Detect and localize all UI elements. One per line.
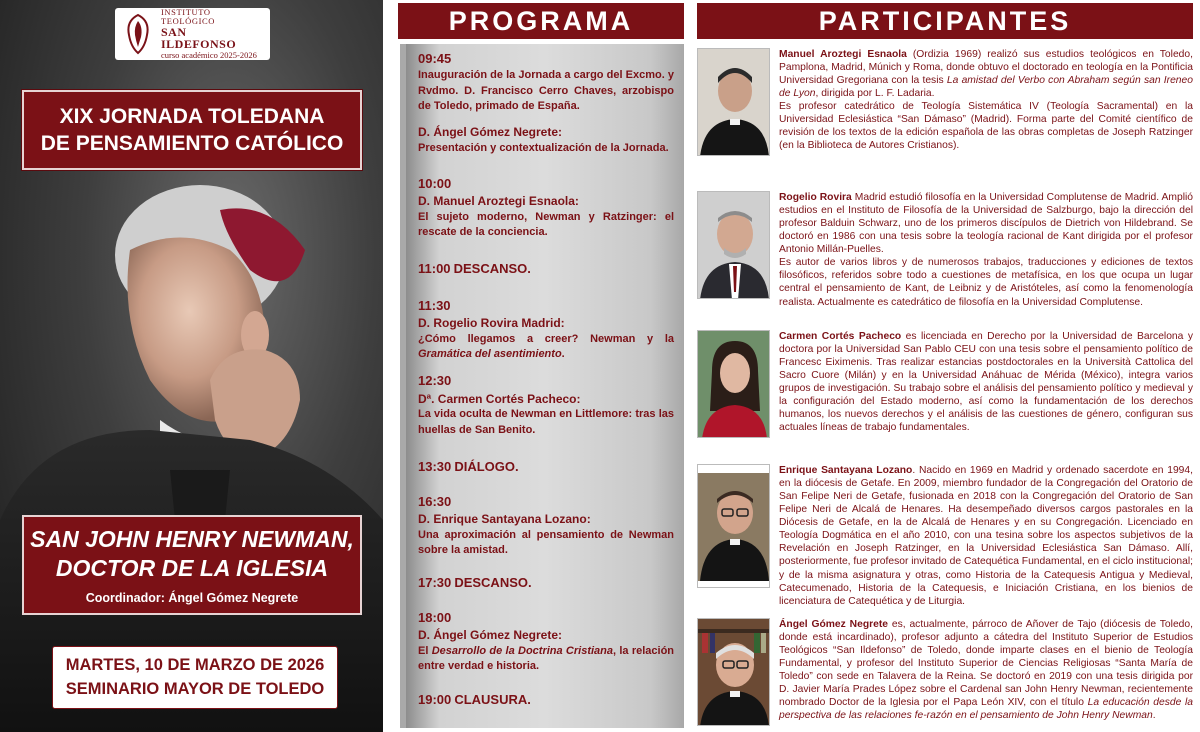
priest-portrait-icon: [698, 49, 770, 156]
event-title-line-2: DE PENSAMIENTO CATÓLICO: [40, 132, 344, 155]
bio-text-part: es licenciada en Derecho por la Universidad de Barcelona y doctora por la Universidad San Pablo CEU con una tesis sobre el pensamiento político de Francesc Eiximenis. Tras realizar estancias postdoctorales en la Università Cattolica del Sacro Cuore (Milán) y en la Universidad Anáhuac de Mérida (México), integra varios grupos de investigación. Su trabajo sobre el análisis del pensamiento político y medieval y la configuración del Estado moderno, así como la fundamentación de los derechos humanos, los nuevos derechos y el análisis de las cuestiones de género, configuran sus actuales líneas de trabajo fundamentales.: [779, 331, 1193, 434]
slot-description-italic: Gramática del asentimiento: [418, 348, 562, 361]
slot-description-end: , la relación entre verdad e historia.: [418, 644, 675, 673]
slot-time: 16:30: [418, 493, 452, 509]
event-venue: SEMINARIO MAYOR DE TOLEDO: [65, 679, 325, 698]
event-date: MARTES, 10 DE MARZO DE 2026: [65, 656, 325, 675]
slot-description-end: .: [561, 348, 565, 361]
logo-line-1: INSTITUTO TEOLÓGICO: [161, 7, 216, 26]
participant-name: Rogelio Rovira: [779, 192, 852, 203]
participant-bio: [697, 464, 1193, 608]
participant-bio: [697, 618, 1193, 726]
schedule-break: [418, 691, 674, 709]
schedule-break: [418, 574, 674, 592]
bio-text-part: . Nacido en 1969 en Madrid y ordenado sacerdote en 1994, en la diócesis de Getafe. En 2009, miembro fundador de la Congregación del Oratorio de San Felipe Neri de Getafe, fusionada en 2018 con la Congregación del Oratorio de San Felipe Neri de Alcalá de Henares. Ha desempeñado diversos cargos pastorales en la Diócesis de Getafe, en la de Alcalá de Henares y en su Congregación. Licenciado en Teología Dogmática en el año 2010, con una tesina sobre los aspectos subjetivos de la Revelación en Joseph Ratzinger, en la Universidad Eclesiástica San Dámaso. Allí, posteriormente, fue profesor invitado de Catequética Fundamental, en el ciclo institucional; y de la misma asignatura y otras, como Historia de la Catequesis Antigua y Medieval, Catecumenado, Historia de la Catequesis, e Iniciación Cristiana, en los bienios de licenciatura de Catequética y de Liturgia.: [779, 465, 1193, 607]
slot-description: La vida oculta de Newman en Littlemore: tras las huellas de San Benito.: [418, 408, 674, 436]
slot-label: CLAUSURA.: [454, 691, 531, 707]
schedule-break: [418, 458, 674, 476]
participant-bio-text: [779, 618, 1193, 726]
slot-time: 10:00: [418, 175, 452, 191]
slot-description: Una aproximación al pensamiento de Newman sobre la amistad.: [418, 528, 674, 556]
slot-speaker: D. Rogelio Rovira Madrid:: [418, 315, 565, 330]
institute-emblem-icon: [123, 13, 153, 55]
slot-description: Presentación y contextualización de la Jornada.: [418, 142, 669, 155]
priest-bookshelf-portrait-icon: [698, 619, 770, 726]
slot-time: 13:30: [418, 459, 452, 475]
slot-description-text: El: [418, 644, 432, 657]
programa-schedule: [400, 44, 684, 728]
bio-text-part: Madrid estudió filosofía en la Universidad Complutense de Madrid. Amplió estudios en el Instituto de Filosofía de la Universidad de Salzburgo, bajo la dirección del profesor Balduin Schwarz, uno de los primeros discípulos de Dietrich von Hildebrand. Se doctoró en 1986 con una tesis sobre la teología racional de Kant dirigida por el profesor Antonio Millán-Puelles.: [779, 192, 1193, 256]
bio-paragraph-2: Es autor de varios libros y de numerosos trabajos, traducciones y ediciones de textos filosóficos, referidos sobre todo a cuestiones de metafísica, en los que ocupa un lugar central el pensamiento de Kant, de Leibniz y de Aristóteles, así como la fenomenología realista. Actualmente es catedrático de filosofía en la Universidad Complutense.: [779, 257, 1193, 308]
subject-line-1: SAN JOHN HENRY NEWMAN,: [30, 526, 354, 552]
bio-text-end: .: [1152, 710, 1156, 722]
slot-description: Inauguración de la Jornada a cargo del Excmo. y Rvdmo. D. Francisco Cerro Chaves, arzobispo de Toledo, primado de España.: [418, 69, 674, 112]
institute-logo: [115, 8, 270, 60]
schedule-slot: [418, 50, 674, 114]
date-venue-box: [52, 646, 338, 709]
slot-description: [418, 644, 674, 675]
event-title-line-1: XIX JORNADA TOLEDANA: [59, 104, 325, 128]
slot-time: 11:30: [418, 297, 451, 313]
participant-name: Enrique Santayana Lozano: [779, 465, 913, 476]
event-title-box: [22, 90, 362, 170]
schedule-slot: [418, 175, 674, 241]
participant-bio-text: [779, 464, 1193, 608]
participant-photo: [697, 48, 770, 156]
slot-description: El sujeto moderno, Newman y Ratzinger: el rescate de la conciencia.: [418, 210, 674, 238]
bio-text-italic: La amistad del Verbo con Abraham según san Ireneo de Lyon: [779, 75, 1193, 100]
slot-time: 19:00: [418, 691, 452, 707]
schedule-slot: [418, 124, 674, 156]
bio-text-part: es, actualmente, párroco de Añover de Tajo (diócesis de Toledo, donde está incardinado), profesor adjunto a cátedra del Instituto Superior de Estudios Teológicos “San Ildefonso” de Toledo, donde imparte clases en el bienio de Teología Fundamental, y profesor del Instituto Superior de Ciencias Religiosas “Santa María de Toledo” con sede en Talavera de la Reina. Se doctoró en 2019 con una tesis dirigida por D. Javier María Prades López sobre el Cardenal san John Henry Newman, recientemente nombrado Doctor de la Iglesia por el Papa León XIV, con el título: [779, 619, 1193, 709]
participantes-header: PARTICIPANTES: [697, 3, 1193, 39]
participant-bio-text: [779, 48, 1193, 156]
participant-name: Carmen Cortés Pacheco: [779, 331, 902, 342]
schedule-slot: [418, 493, 674, 559]
participant-name: Ángel Gómez Negrete: [779, 619, 888, 630]
poster-left-panel: [0, 0, 383, 732]
slot-time: 17:30: [418, 575, 452, 591]
participant-photo: [697, 464, 770, 588]
slot-time: 11:00: [418, 261, 451, 277]
schedule-slot: [418, 372, 674, 438]
coordinator: Coordinador: Ángel Gómez Negrete: [85, 590, 299, 605]
slot-description-italic: Desarrollo de la Doctrina Cristiana: [431, 644, 613, 657]
slot-speaker: D. Ángel Gómez Negrete:: [418, 125, 563, 140]
slot-description-text: ¿Cómo llegamos a creer? Newman y la: [418, 332, 674, 345]
participant-photo: [697, 330, 770, 438]
slot-speaker: D. Ángel Gómez Negrete:: [418, 627, 563, 642]
slot-description: [418, 332, 674, 363]
participant-photo: [697, 191, 770, 299]
slot-time: 12:30: [418, 373, 452, 389]
participant-photo: [697, 618, 770, 726]
woman-portrait-icon: [698, 331, 770, 438]
bio-text-part: (Ordizia 1969) realizó sus estudios teológicos en Toledo, Pamplona, Madrid, Múnich y Roma, donde obtuvo el doctorado en teología en la Pontificia Universidad Gregoriana con la tesis: [779, 49, 1193, 87]
logo-line-2: SAN ILDEFONSO: [161, 24, 237, 52]
subject-line-2: DOCTOR DE LA IGLESIA: [55, 554, 329, 581]
participant-bio: [697, 48, 1193, 156]
schedule-slot: [418, 297, 674, 363]
slot-label: DESCANSO.: [454, 575, 532, 591]
participant-bio-text: [779, 191, 1193, 309]
bio-paragraph-2: Es profesor catedrático de Teología Sistemática IV (Teología Sacramental) en la Universidad Eclesiástica “San Dámaso” (Madrid). Forma parte del Comité científico de revisión de los textos de la edición española de las obras completas de Joseph Ratzinger (en la Biblioteca de Autores Cristianos).: [779, 101, 1193, 152]
participant-bio-text: [779, 330, 1193, 438]
event-subject-box: [22, 515, 362, 615]
man-portrait-icon: [698, 192, 770, 299]
slot-label: DIÁLOGO.: [454, 459, 519, 475]
schedule-break: [418, 260, 674, 278]
slot-time: 09:45: [418, 51, 452, 66]
participant-bio: [697, 330, 1193, 438]
bio-text-italic: La educación desde la perspectiva de las relaciones fe-razón en el pensamiento de John Henry Newman: [779, 697, 1193, 722]
slot-speaker: Dª. Carmen Cortés Pacheco:: [418, 391, 581, 406]
logo-line-3: curso académico 2025-2026: [161, 50, 257, 61]
slot-label: DESCANSO.: [453, 261, 531, 277]
schedule-slot: [418, 609, 674, 675]
programa-header: PROGRAMA: [398, 3, 684, 39]
slot-speaker: D. Manuel Aroztegi Esnaola:: [418, 193, 579, 208]
priest-glasses-portrait-icon: [698, 465, 770, 588]
slot-speaker: D. Enrique Santayana Lozano:: [418, 511, 591, 526]
slot-time: 18:00: [418, 609, 452, 625]
bio-text-end: , dirigida por L. F. Ladaria.: [815, 88, 935, 100]
participant-bio: [697, 191, 1193, 309]
participant-name: Manuel Aroztegi Esnaola: [779, 49, 907, 60]
